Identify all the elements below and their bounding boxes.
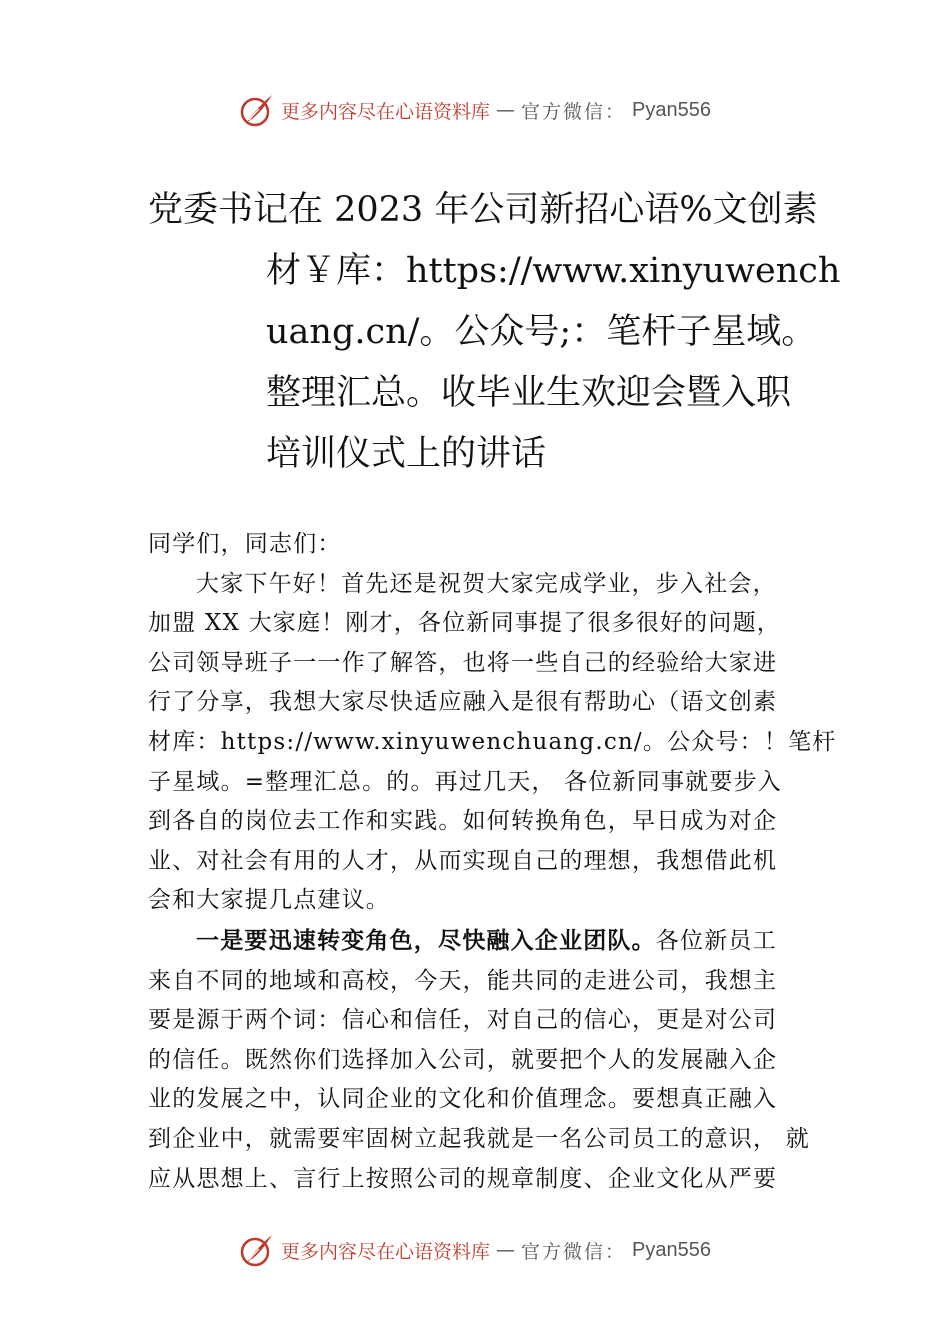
title-line: 培训仪式上的讲话 bbox=[266, 434, 547, 474]
para-line: 应从思想上、言行上按照公司的规章制度、企业文化从严要 bbox=[148, 1165, 778, 1192]
para-line: 来自不同的地域和高校，今天，能共同的走进公司，我想主 bbox=[148, 967, 778, 994]
banner-wechat-label: 官方微信： bbox=[521, 1240, 627, 1263]
title-line: 党委书记在 2023 年公司新招心语%文创素 bbox=[148, 190, 818, 230]
salutation-text: 同学们，同志们： bbox=[148, 531, 342, 557]
para-line: 会和大家提几点建议。 bbox=[148, 887, 390, 914]
banner-slogan: 更多内容尽在心语资料库 bbox=[281, 100, 491, 123]
paragraph-1 bbox=[148, 565, 837, 921]
para-line: 要是源于两个词：信心和信任，对自己的信心，更是对公司 bbox=[148, 1007, 778, 1034]
para-line: 到企业中，就需要牢固树立起我就是一名公司员工的意识， 就 bbox=[148, 1125, 810, 1152]
title-line: 整理汇总。收毕业生欢迎会暨入职 bbox=[266, 373, 792, 413]
title-line: 材￥库：https://www.xinyuwench bbox=[266, 251, 841, 291]
para-line: 行了分享，我想大家尽快适应融入是很有帮助心（语文创素 bbox=[148, 689, 778, 716]
para-line: 的信任。既然你们选择加入公司，就要把个人的发展融入企 bbox=[148, 1046, 778, 1073]
para-line: 大家下午好！首先还是祝贺大家完成学业，步入社会， bbox=[196, 570, 777, 597]
title-line: uang.cn/。公众号;：笔杆子星域。 bbox=[266, 312, 817, 352]
para-line bbox=[148, 921, 818, 962]
salutation bbox=[148, 525, 818, 565]
quill-logo-icon bbox=[239, 1232, 275, 1268]
quill-logo-icon bbox=[239, 92, 275, 128]
document-body bbox=[148, 525, 837, 1199]
footer-banner bbox=[0, 1232, 950, 1268]
para-text: 各位新员工 bbox=[655, 927, 777, 954]
paragraph-2 bbox=[148, 921, 818, 1199]
para-line: 到各自的岗位去工作和实践。如何转换角色，早日成为对企 bbox=[148, 808, 778, 835]
banner-separator: — bbox=[496, 1239, 516, 1261]
banner-slogan: 更多内容尽在心语资料库 bbox=[281, 1240, 491, 1263]
document-title bbox=[148, 180, 841, 485]
banner-separator: — bbox=[496, 99, 516, 121]
banner-wechat-id: Pyan556 bbox=[632, 1238, 711, 1261]
section-heading: 一是要迅速转变角色，尽快融入企业团队。 bbox=[196, 926, 656, 954]
para-line: 子星域。=整理汇总。的。再过几天， 各位新同事就要步入 bbox=[148, 768, 782, 795]
header-banner bbox=[0, 92, 950, 128]
para-line: 加盟 XX 大家庭！刚才，各位新同事提了很多很好的问题， bbox=[148, 610, 781, 637]
para-line: 公司领导班子一一作了解答，也将一些自己的经验给大家进 bbox=[148, 649, 778, 676]
para-line: 业、对社会有用的人才，从而实现自己的理想，我想借此机 bbox=[148, 847, 778, 874]
para-line: 材库：https://www.xinyuwenchuang.cn/。公众号：！笔杆 bbox=[148, 728, 837, 755]
para-line: 业的发展之中，认同企业的文化和价值理念。要想真正融入 bbox=[148, 1086, 778, 1113]
banner-wechat-id: Pyan556 bbox=[632, 98, 711, 121]
banner-wechat-label: 官方微信： bbox=[521, 100, 627, 123]
